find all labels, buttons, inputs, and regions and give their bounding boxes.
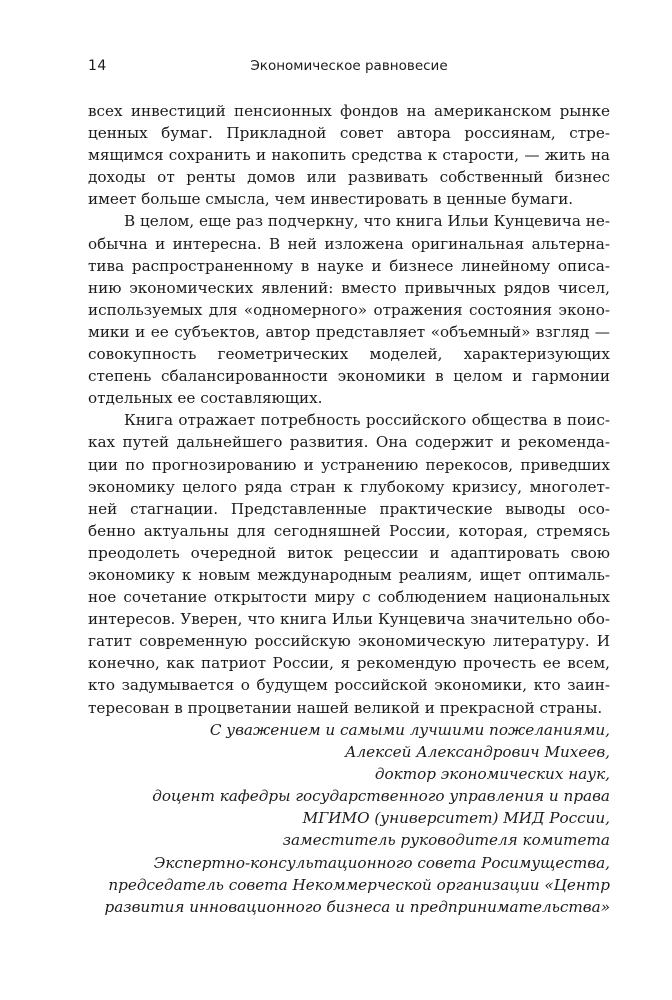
signature-role: заместитель руководителя комитета [282, 831, 610, 850]
signature-author-name: Алексей Александрович Михеев, [344, 743, 610, 762]
signature-institution: МГИМО (университет) МИД России, [302, 809, 610, 828]
signature-organization: развития инновационного бизнеса и предпринимательства» [104, 897, 610, 916]
paragraph-3: Книга отражает потребность российского общества в поисках путей дальнейшего развития. Она содержит и рекомендации по прогнозированию и устранению перекосов, приведших экономику целого ряда стран к глубокому кризису, многолетней стагнации. Представленные практические выводы особенно актуальны для сегодняшней России, которая, стремясь преодолеть очередной виток рецессии и адаптировать свою экономику к новым международным реалиям, ищет оптимальное сочетание открытости миру с соблюдением национальных интересов. Уверен, что книга Ильи Кунцевича значительно обогатит современную российскую экономическую литературу. И конечно, как патриот России, я рекомендую прочесть ее всем, кто задумывается о будущем российской экономики, кто заинтересован в процветании нашей великой и прекрасной страны. [88, 411, 610, 717]
page-number: 14 [88, 58, 107, 74]
signature-council: Экспертно-консультационного совета Росимущества, [153, 853, 610, 872]
signature-block [88, 719, 610, 918]
body-text [88, 100, 610, 719]
page-header [88, 58, 610, 80]
signature-position: доцент кафедры государственного управления и права [152, 787, 610, 806]
paragraph-1: всех инвестиций пенсионных фондов на американском рынке ценных бумаг. Прикладной совет автора россиянам, стремящимся сохранить и накопить средства к старости, — жить на доходы от ренты домов или развивать собственный бизнес имеет больше смысла, чем инвестировать в ценные бумаги. [88, 102, 610, 209]
paragraph-2: В целом, еще раз подчеркну, что книга Ильи Кунцевича необычна и интересна. В ней изложена оригинальная альтернатива распространенному в науке и бизнесе линейному описанию экономических явлений: вместо привычных рядов чисел, используемых для «одномерного» отражения состояния экономики и ее субъектов, автор представляет «объемный» взгляд — совокупность геометрических моделей, характеризующих степень сбалансированности экономики в целом и гармонии отдельных ее составляющих. [88, 212, 610, 408]
signature-line: С уважением и самыми лучшими пожеланиями, [209, 721, 610, 739]
running-title: Экономическое равновесие [250, 58, 448, 74]
signature-chair: председатель совета Некоммерческой организации «Центр [108, 875, 610, 894]
signature-degree: доктор экономических наук, [374, 765, 610, 784]
